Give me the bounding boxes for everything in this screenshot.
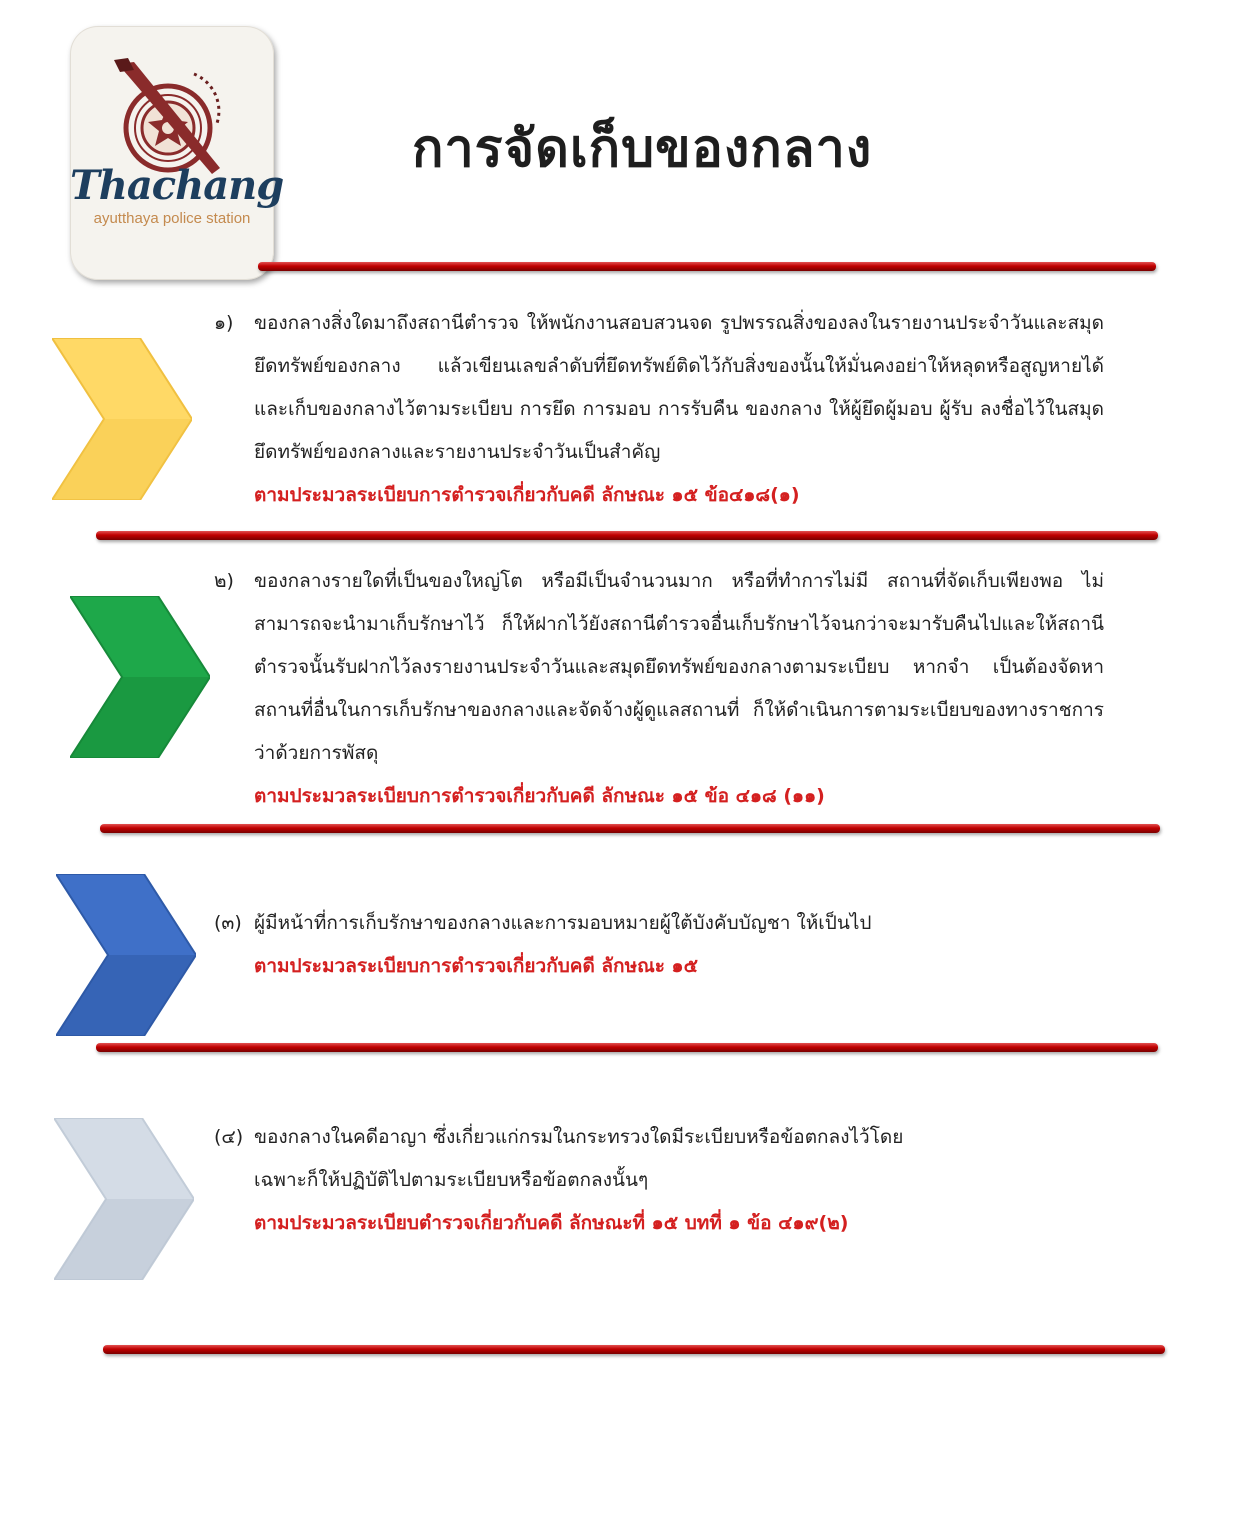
item-text: ผู้มีหน้าที่การเก็บรักษาของกลางและการมอบหมายผู้ใต้บังคับบัญชา ให้เป็นไป bbox=[254, 912, 872, 934]
item-reference: ตามประมวลระเบียบตำรวจเกี่ยวกับคดี ลักษณะที่ ๑๕ บทที่ ๑ ข้อ ๔๑๙(๒) bbox=[254, 1212, 849, 1234]
item-reference: ตามประมวลระเบียบการตำรวจเกี่ยวกับคดี ลักษณะ ๑๕ ข้อ๔๑๘(๑) bbox=[254, 484, 800, 506]
item-number: (๔) bbox=[214, 1126, 244, 1148]
logo-name: Thachang bbox=[70, 162, 284, 209]
chevron-right-icon bbox=[70, 596, 210, 758]
page-title: การจัดเก็บของกลาง bbox=[412, 119, 873, 179]
item-number: ๑) bbox=[214, 312, 234, 334]
chevron-right-icon bbox=[52, 338, 192, 500]
item-text: ของกลางสิ่งใดมาถึงสถานีตำรวจ ให้พนักงานสอบสวนจด รูปพรรณสิ่งของลงในรายงานประจำวันและสมุดยึดทรัพย์ของกลาง แล้วเขียนเลขลำดับที่ยึดทรัพย์ติดไว้กับสิ่งของนั้นให้มั่นคงอย่าให้หลุดหรือสูญหายได้และเก็บของกลางไว้ตามระเบียบ การยึด การมอบ การรับคืน ของกลาง ให้ผู้ยึดผู้มอบ ผู้รับ ลงชื่อไว้ในสมุดยึดทรัพย์ของกลางและรายงานประจำวันเป็นสำคัญ bbox=[254, 312, 1104, 463]
list-item bbox=[214, 560, 1104, 818]
divider bbox=[103, 1345, 1165, 1354]
divider bbox=[258, 262, 1156, 271]
item-number: (๓) bbox=[214, 912, 242, 934]
list-item bbox=[214, 302, 1104, 517]
item-text: ของกลางในคดีอาญา ซึ่งเกี่ยวแก่กรมในกระทรวงใดมีระเบียบหรือข้อตกลงไว้โดยเฉพาะก็ให้ปฏิบัติไปตามระเบียบหรือข้อตกลงนั้นๆ bbox=[254, 1126, 904, 1191]
item-reference: ตามประมวลระเบียบการตำรวจเกี่ยวกับคดี ลักษณะ ๑๕ bbox=[254, 955, 698, 977]
list-item bbox=[214, 902, 1104, 988]
logo-card bbox=[70, 26, 284, 280]
divider bbox=[96, 1043, 1158, 1052]
divider bbox=[100, 824, 1160, 833]
logo-subtitle: ayutthaya police station bbox=[93, 210, 251, 227]
divider bbox=[96, 531, 1158, 540]
item-text: ของกลางรายใดที่เป็นของใหญ่โต หรือมีเป็นจำนวนมาก หรือที่ทำการไม่มี สถานที่จัดเก็บเพียงพอ ไม่สามารถจะนำมาเก็บรักษาไว้ ก็ให้ฝากไว้ยังสถานีตำรวจอื่นเก็บรักษาไว้จนกว่าจะมารับคืนไปและให้สถานีตำรวจนั้นรับฝากไว้ลงรายงานประจำวันและสมุดยึดทรัพย์ของกลางตามระเบียบ หากจำ เป็นต้องจัดหาสถานที่อื่นในการเก็บรักษาของกลางและจัดจ้างผู้ดูแลสถานที่ ก็ให้ดำเนินการตามระเบียบของทางราชการว่าด้วยการพัสดุ bbox=[254, 570, 1104, 764]
chevron-right-icon bbox=[56, 874, 196, 1036]
item-number: ๒) bbox=[214, 570, 234, 592]
item-reference: ตามประมวลระเบียบการตำรวจเกี่ยวกับคดี ลักษณะ ๑๕ ข้อ ๔๑๘ (๑๑) bbox=[254, 785, 825, 807]
list-item bbox=[214, 1116, 914, 1245]
chevron-right-icon bbox=[54, 1118, 194, 1280]
